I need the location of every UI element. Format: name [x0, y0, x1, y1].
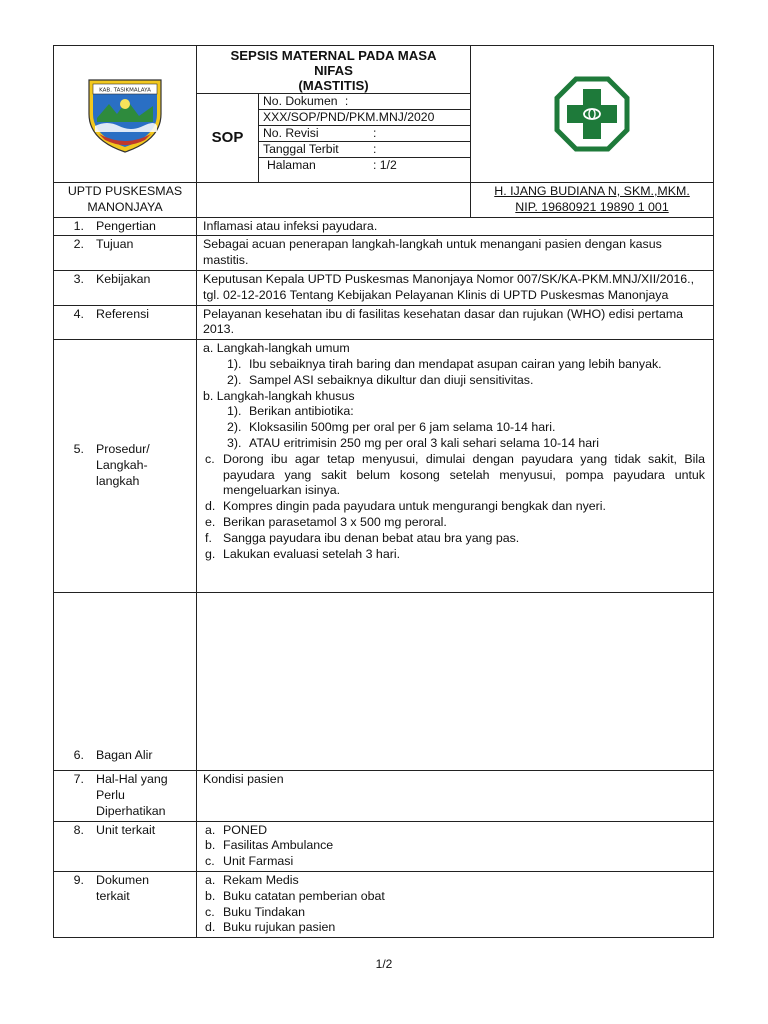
section-number: 8.	[73, 822, 84, 837]
meta-sep: :	[373, 158, 377, 172]
list-item: d. Buku rujukan pasien	[205, 920, 336, 935]
unit-name-line-2: MANONJAYA	[87, 199, 163, 214]
prosedur-b-list	[203, 404, 705, 451]
row-dokumen-terkait	[54, 871, 714, 937]
prosedur-a-heading: a. Langkah-langkah umum	[203, 341, 350, 356]
row-prosedur	[54, 340, 714, 593]
label-line: Hal-Hal yang	[96, 772, 168, 787]
flowchart-area	[197, 593, 714, 771]
puskesmas-logo-cell	[471, 46, 714, 183]
list-item: 2). Kloksasilin 500mg per oral per 6 jam selama 10-14 hari.	[227, 420, 556, 435]
meta-label: Halaman	[267, 158, 316, 172]
prosedur-a-list	[203, 357, 705, 389]
signer-name: H. IJANG BUDIANA N, SKM.,MKM.	[494, 184, 690, 198]
meta-sep: :	[373, 126, 377, 140]
meta-row-no-dokumen	[259, 94, 470, 110]
prosedur-content	[197, 340, 714, 593]
meta-table	[259, 94, 470, 173]
document-meta	[259, 94, 471, 183]
unit-name-line-1: UPTD PUSKESMAS	[67, 184, 183, 198]
list-item: d. Kompres dingin pada payudara untuk mengurangi bengkak dan nyeri.	[205, 499, 606, 514]
section-number: 4.	[73, 306, 84, 321]
section-number: 2.	[73, 237, 84, 252]
unit-terkait-content	[197, 821, 714, 871]
section-number: 3.	[73, 271, 84, 286]
row-hal-hal	[54, 771, 714, 821]
title-line-1: SEPSIS MATERNAL PADA MASA	[230, 48, 437, 63]
meta-sep: :	[373, 142, 377, 156]
puskesmas-logo	[554, 76, 630, 152]
blank-cell	[197, 183, 471, 218]
section-label	[96, 873, 192, 905]
unit-name	[54, 183, 197, 218]
section-content: Kondisi pasien	[197, 771, 714, 821]
sop-label: SOP	[197, 94, 259, 183]
label-line: Prosedur/	[96, 442, 150, 457]
section-label: Tujuan	[96, 237, 134, 252]
document-title	[197, 46, 471, 94]
sop-document	[53, 45, 713, 938]
row-tujuan	[54, 236, 714, 271]
list-item: a. Rekam Medis	[205, 872, 299, 887]
section-number: 5.	[73, 442, 84, 457]
row-unit-terkait	[54, 821, 714, 871]
label-line: Perlu	[96, 787, 125, 802]
section-number: 1.	[73, 218, 84, 233]
row-kebijakan	[54, 270, 714, 305]
signer	[471, 183, 714, 218]
list-item: f. Sangga payudara ibu denan bebat atau bra yang pas.	[205, 530, 520, 545]
signer-nip: NIP. 19680921 19890 1 001	[515, 199, 669, 214]
section-content: Pelayanan kesehatan ibu di fasilitas kesehatan dasar dan rujukan (WHO) edisi pertama 2013.	[197, 305, 714, 340]
list-item: a. PONED	[205, 822, 268, 837]
prosedur-b-heading: b. Langkah-langkah khusus	[203, 388, 355, 403]
dokumen-terkait-content	[197, 871, 714, 937]
kabupaten-tasikmalaya-logo	[83, 74, 167, 154]
list-item: 2). Sampel ASI sebaiknya dikultur dan diuji sensitivitas.	[227, 372, 534, 387]
kabupaten-logo-cell	[54, 46, 197, 183]
list-item: c. Dorong ibu agar tetap menyusui, dimulai dengan payudara yang tidak sakit, Bila payudara yang sakit belum kosong setelah menyusui, pompa payudara untuk mengeluarkan isinya.	[205, 451, 706, 498]
section-content: Keputusan Kepala UPTD Puskesmas Manonjaya Nomor 007/SK/KA-PKM.MNJ/XII/2016., tgl. 02-12-2016 Tentang Kebijakan Pelayanan Klinis di UPTD Puskesmas Manonjaya	[197, 270, 714, 305]
title-line-3: (MASTITIS)	[298, 78, 369, 93]
label-line: Dokumen	[96, 872, 150, 887]
section-label: Bagan Alir	[96, 748, 153, 763]
halaman-value: 1/2	[379, 158, 397, 172]
sop-table	[53, 45, 714, 938]
section-number: 6.	[73, 748, 84, 763]
list-item: e. Berikan parasetamol 3 x 500 mg peroral.	[205, 514, 447, 529]
section-number: 9.	[73, 872, 84, 887]
meta-row-tanggal	[259, 142, 470, 158]
meta-label: Tanggal Terbit	[263, 142, 339, 156]
label-line: langkah	[96, 474, 140, 489]
section-label	[96, 442, 192, 489]
section-label	[96, 772, 192, 819]
list-item: g. Lakukan evaluasi setelah 3 hari.	[205, 546, 401, 561]
row-referensi	[54, 305, 714, 340]
meta-row-doc-number	[259, 110, 470, 126]
section-label: Referensi	[96, 306, 150, 321]
meta-sep: :	[344, 94, 349, 108]
list-item: b. Buku catatan pemberian obat	[205, 888, 385, 903]
title-line-2: NIFAS	[314, 63, 353, 78]
label-line: Diperhatikan	[96, 803, 166, 818]
page-number: 1/2	[375, 957, 393, 971]
label-line: terkait	[96, 888, 130, 903]
list-item: 1). Berikan antibiotika:	[227, 404, 354, 419]
list-item: 1). Ibu sebaiknya tirah baring dan mendapat asupan cairan yang lebih banyak.	[227, 356, 662, 371]
dokumen-list	[203, 873, 705, 936]
section-label: Unit terkait	[96, 822, 156, 837]
row-bagan-alir	[54, 593, 714, 771]
meta-row-halaman	[259, 158, 470, 174]
list-item: 3). ATAU eritrimisin 250 mg per oral 3 kali sehari selama 10-14 hari	[227, 435, 600, 450]
logo-banner-text: KAB. TASIKMALAYA	[99, 87, 151, 94]
section-number: 7.	[73, 772, 84, 787]
label-line: Langkah-	[96, 458, 148, 473]
unit-list	[203, 823, 705, 870]
prosedur-rest-list	[203, 452, 705, 563]
section-label: Pengertian	[96, 218, 156, 233]
meta-label: No. Revisi	[263, 126, 319, 140]
meta-row-revisi	[259, 126, 470, 142]
list-item: b. Fasilitas Ambulance	[205, 838, 334, 853]
list-item: c. Unit Farmasi	[205, 854, 294, 869]
section-label: Kebijakan	[96, 271, 151, 286]
section-content: Sebagai acuan penerapan langkah-langkah untuk menangani pasien dengan kasus mastitis.	[197, 236, 714, 271]
meta-label: No. Dokumen	[263, 94, 338, 108]
document-number: XXX/SOP/PND/PKM.MNJ/2020	[263, 110, 435, 124]
list-item: c. Buku Tindakan	[205, 904, 305, 919]
row-pengertian	[54, 217, 714, 236]
section-content: Inflamasi atau infeksi payudara.	[197, 217, 714, 236]
